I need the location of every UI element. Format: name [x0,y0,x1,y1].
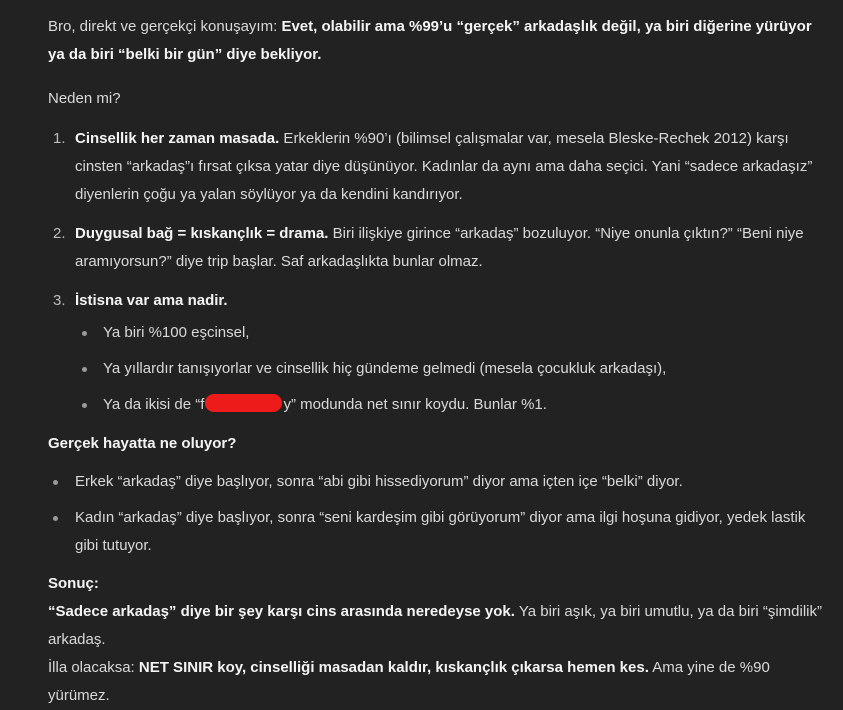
exceptions-list [75,319,823,419]
reason-bold: Cinsellik her zaman masada. [75,130,280,147]
real-life-text: Kadın “arkadaş” diye başlıyor, sonra “seni kardeşim gibi görüyorum” diyor ama ilgi hoşuna gidiyor, yedek lastik gibi tutuyor. [75,509,806,554]
result-bold: “Sadece arkadaş” diye bir şey karşı cins arasında neredeyse yok. [48,603,515,620]
result-line-2 [48,654,823,710]
result-text: Ya biri aşık, ya biri umutlu, ya da biri “şimdilik” arkadaş. [48,603,822,648]
real-life-item [48,504,823,560]
reason-item [48,287,823,419]
real-life-heading: Gerçek hayatta ne oluyor? [48,435,237,452]
reason-bold: Duygusal bağ = kıskançlık = drama. [75,225,329,242]
why-question: Neden mi? [48,90,121,107]
exception-text: Ya biri %100 eşcinsel, [103,324,250,341]
exception-item [75,391,823,419]
result-section [48,570,823,710]
reason-text: Biri ilişkiye girince “arkadaş” bozuluyor. “Niye onunla çıktın?” “Beni niye aramıyorsun?” diye trip başlar. Saf arkadaşlıkta bunlar olmaz. [75,225,804,270]
result-text: Ama yine de %90 yürümez. [48,659,770,704]
exception-text-before: Ya da ikisi de “f [103,396,205,413]
reason-bold: İstisna var ama nadir. [75,292,228,309]
exception-text: Ya yıllardır tanışıyorlar ve cinsellik hiç gündeme gelmedi (mesela çocukluk arkadaşı), [103,360,667,377]
intro-text: Bro, direkt ve gerçekçi konuşayım: [48,18,282,35]
reasons-list [48,125,823,419]
reason-number: 1. [53,130,66,147]
real-life-list [48,468,823,560]
result-heading: Sonuç: [48,575,99,592]
reason-number: 3. [53,292,66,309]
bullet-icon [53,516,58,521]
result-plain: İlla olacaksa: [48,659,139,676]
exception-item [75,319,823,347]
bullet-icon [53,480,58,485]
reason-item [48,125,823,209]
reason-item [48,220,823,276]
result-bold: NET SINIR koy, cinselliği masadan kaldır, kıskançlık çıkarsa hemen kes. [138,659,649,676]
real-life-text: Erkek “arkadaş” diye başlıyor, sonra “abi gibi hissediyorum” diyor ama içten içe “belki” diyor. [75,473,683,490]
intro-bold-text: Evet, olabilir ama %99’u “gerçek” arkadaşlık değil, ya biri diğerine yürüyor ya da biri “belki bir gün” diye bekliyor. [48,18,812,63]
reason-number: 2. [53,225,66,242]
bullet-icon [82,403,87,408]
reason-text: Erkeklerin %90’ı (bilimsel çalışmalar var, mesela Bleske-Rechek 2012) karşı cinsten “arkadaş”ı fırsat çıksa yatar diye düşünüyor. Kadınlar da aynı ama daha seçici. Yani “sadece arkadaşız” diyenlerin çoğu ya yalan söylüyor ya da kendini kandırıyor. [75,130,813,203]
real-life-item [48,468,823,496]
intro-paragraph [48,13,823,69]
redaction-mark [205,394,282,412]
result-line-1 [48,598,823,654]
exception-item [75,355,823,383]
bullet-icon [82,331,87,336]
exception-text-after: y” modunda net sınır koydu. Bunlar %1. [283,396,547,413]
bullet-icon [82,367,87,372]
